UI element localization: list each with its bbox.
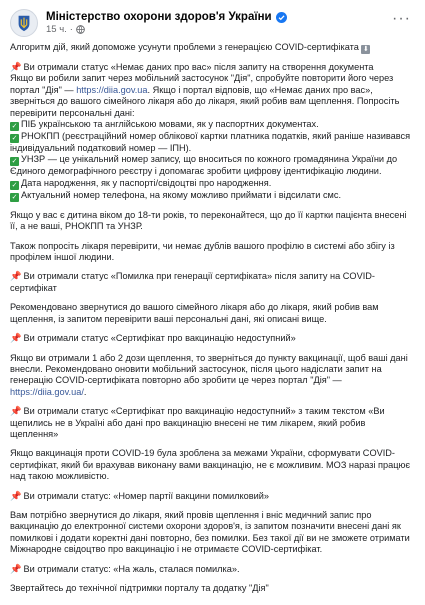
pushpin-icon: 📌 xyxy=(10,490,22,501)
post-meta xyxy=(46,24,287,35)
section-2-paragraph: Рекомендовано звернутися до вашого сімейного лікаря або до лікаря, який робив вам щеплення, із запитом перевірити ваші персональні дані, які описані вище. xyxy=(10,302,379,324)
meta-dot: · xyxy=(69,24,73,35)
check-item: ✓ УНЗР — це унікальний номер запису, що вноситься по кожного громадянина України до Єдиного демографічного реєстру і допомагає зробити цифрову ідентифікацію людини. xyxy=(10,154,398,177)
check-icon: ✓ xyxy=(11,123,18,131)
intro-text: Алгоритм дій, який допоможе усунути проблеми з генерацією COVID-сертифіката xyxy=(10,42,359,52)
pushpin-icon: 📌 xyxy=(10,563,22,574)
section-3-title: 📌 Ви отримали статус «Сертифікат про вакцинацію недоступний» xyxy=(10,333,296,344)
duplicates-paragraph: Також попросіть лікаря перевірити, чи немає дублів вашого профілю в системі або збігу із профілем іншої людини. xyxy=(10,240,395,263)
check-item: ✓ Актуальний номер телефона, на якому можливо приймати і відсилати смс. xyxy=(11,189,342,201)
child-paragraph: Якщо у вас є дитина віком до 18-ти років, то переконайтеся, що до її картки пацієнта внесені її, а не ваші, РНОКПП та УНЗР. xyxy=(10,209,407,232)
post-header xyxy=(10,6,415,40)
pushpin-icon: 📌 xyxy=(10,333,22,344)
intro-paragraph xyxy=(10,42,415,54)
check-item: ✓ ПІБ українською та англійською мовами, як у паспортних документах. xyxy=(11,119,319,131)
section-4 xyxy=(10,406,415,440)
section-6-paragraph: Звертайтесь до технічної підтримки порталу та додатку "Дія" xyxy=(10,583,269,593)
section-1-paragraph: Якщо ви робили запит через мобільний застосунок "Дія", спробуйте повторити його через портал "Дія" — https://diia.gov.ua. Якщо і портал відповів, що «Немає даних про вас», зверніться до вашого сімейного лікаря або до лікаря, який робив вам щеплення. Попросіть перевірити персональні дані: xyxy=(10,73,400,118)
section-1-title: 📌 Ви отримали статус «Немає даних про вас» після запиту на створення документа xyxy=(10,62,374,72)
section-4-paragraph: Якщо вакцинація проти COVID-19 була зроблена за межами України, сформувати COVID-сертифікат, який би врахував виконану вами вакцинацію, не є можливим. МОЗ наразі працює над такою можливістю. xyxy=(10,448,411,482)
check-icon: ✓ xyxy=(11,193,18,201)
page-author-name[interactable]: Міністерство охорони здоров'я України xyxy=(46,11,272,23)
section-1 xyxy=(10,62,415,202)
section-2 xyxy=(10,271,415,294)
section-6-title: 📌 Ви отримали статус: «На жаль, сталася помилка». xyxy=(10,563,240,574)
check-icon: ✓ xyxy=(11,135,18,143)
check-item: ✓ Дата народження, як у паспорті/свідоцтві про народження. xyxy=(11,177,272,189)
section-5-title: 📌 Ви отримали статус: «Номер партії вакцини помилковий» xyxy=(10,490,270,501)
globe-icon xyxy=(76,25,85,34)
check-icon: ✓ xyxy=(11,158,18,166)
post-body xyxy=(10,42,415,594)
pushpin-icon: 📌 xyxy=(10,406,22,417)
post-time[interactable]: 15 ч. xyxy=(46,24,67,35)
section-2-title: 📌 Ви отримали статус «Помилка при генерації сертифіката» після запиту на COVID-сертифікат xyxy=(10,271,375,293)
section-3-paragraph: Якщо ви отримали 1 або 2 дози щеплення, то зверніться до пункту вакцинації, щоб ваші дані внесли. Рекомендовано оновити мобільний застосунок, після цього надіслати запит на генерацію COVID-сертифіката повторно або зробити це через портал "Дія" — https://diia.gov.ua/. xyxy=(10,352,408,397)
section-5-paragraph: Вам потрібно звернутися до лікаря, який провів щеплення і вніс медичний запис про вакцинацію до електронної системи охорони здоров'я, із запитом позначити внесені дані як помилкові і додати коректні дані повторно, без помилки. Без такої дії ви не зможете отримати Міжнародне свідоцтво про вакцинацію і не отримаєте COVID-сертифікат. xyxy=(10,509,410,555)
section-6 xyxy=(10,564,415,575)
section-3 xyxy=(10,333,415,344)
more-options-button[interactable]: ··· xyxy=(392,10,411,27)
check-item: ✓ РНОКПП (реєстраційний номер облікової картки платника податків, який раніше називався індивідуальний податковий номер — ІПН). xyxy=(10,131,411,154)
down-arrow-icon: ⬇ xyxy=(363,46,369,53)
check-icon: ✓ xyxy=(11,181,18,189)
post-head-text xyxy=(46,11,287,35)
author-row xyxy=(46,11,287,23)
pushpin-icon: 📌 xyxy=(10,271,22,282)
diia-link[interactable]: https://diia.gov.ua/ xyxy=(10,386,84,397)
verified-badge-icon xyxy=(276,12,287,23)
section-5 xyxy=(10,491,415,502)
coat-of-arms-icon[interactable] xyxy=(10,9,38,37)
section-4-title: 📌 Ви отримали статус «Сертифікат про вакцинацію недоступний» з таким текстом «Ви щепились не в Україні або дані про вакцинацію внесені не тим лікарем, який робив щеплення» xyxy=(10,406,385,439)
diia-link[interactable]: https://diia.gov.ua xyxy=(76,84,148,95)
pushpin-icon: 📌 xyxy=(10,62,22,72)
